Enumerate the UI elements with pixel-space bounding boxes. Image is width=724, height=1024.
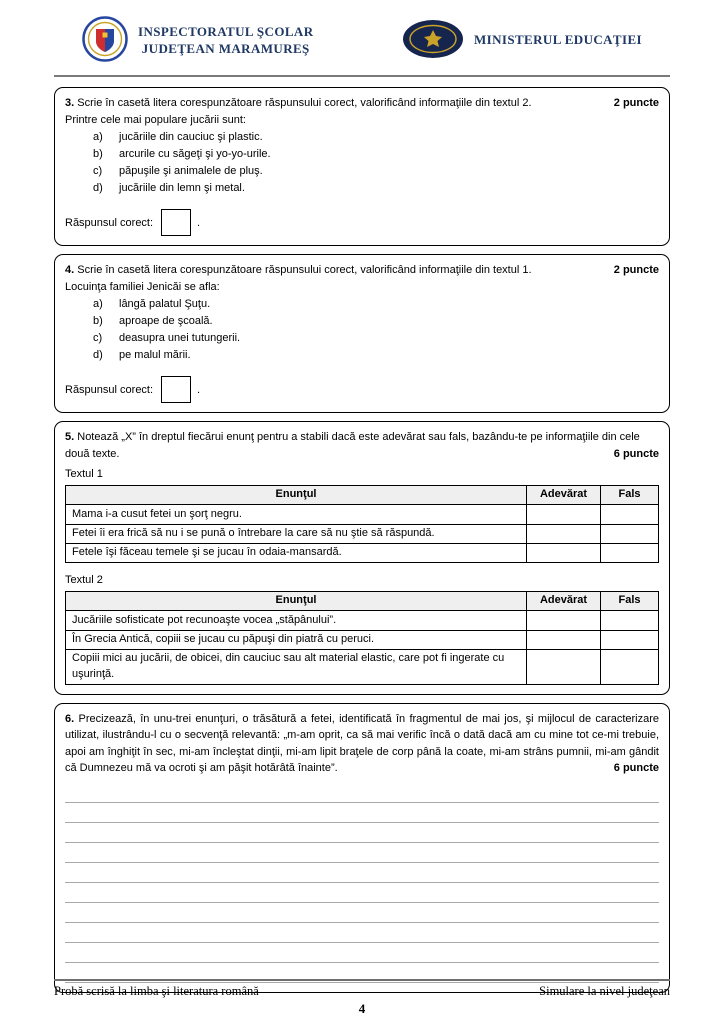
option-text: lângă palatul Şuţu.	[119, 298, 211, 311]
table-header-row	[66, 591, 659, 610]
question-6-number: 6.	[65, 712, 75, 725]
question-3-number: 3.	[65, 97, 75, 109]
answer-lines	[65, 783, 659, 983]
inspectorate-name	[138, 24, 313, 58]
question-3-option-a	[93, 129, 659, 146]
question-6-text: Precizează, în unu-trei enunţuri, o trăsătură a fetei, identificată în fragmentul de mai jos, şi mijlocul de caracterizare utilizat, ilustrându-l cu o secvenţă relevantă: „m-am oprit, ca să mai verific încă o dată dacă am cu mine tot ce-mi trebuie, apoi am înghiţit în sec, mi-am încleştat dinţii, mi-am lipit braţele de corp până la coate, mi-am strâns pumnii, mi-am gândit că Dumnezeu mă va ocroti şi am păşit hotărâtă înainte”.	[65, 712, 659, 775]
true-cell[interactable]	[527, 505, 601, 524]
option-letter: c)	[93, 165, 103, 178]
truth-table-1	[65, 485, 659, 564]
header-divider	[54, 75, 670, 77]
footer-row	[54, 979, 670, 999]
question-4-box	[54, 254, 670, 413]
answer-label: Răspunsul corect:	[65, 216, 154, 229]
table-header-false: Fals	[601, 485, 659, 504]
option-text: arcurile cu săgeţi şi yo-yo-urile.	[119, 148, 271, 161]
option-letter: c)	[93, 332, 103, 345]
statement-cell: Fetele îşi făceau temele şi se jucau în odaia-mansardă.	[66, 543, 527, 562]
false-cell[interactable]	[601, 630, 659, 649]
option-text: jucăriile din lemn şi metal.	[119, 182, 245, 195]
answer-label: Răspunsul corect:	[65, 383, 154, 396]
answer-line[interactable]	[65, 883, 659, 903]
option-text: jucăriile din cauciuc şi plastic.	[119, 131, 263, 143]
table-header-statement: Enunţul	[66, 485, 527, 504]
page-footer	[54, 979, 670, 1017]
table-row	[66, 543, 659, 562]
option-letter: d)	[93, 349, 103, 362]
question-3-points: 2 puncte	[613, 97, 659, 109]
inspectorate-name-line2: JUDEŢEAN MARAMUREŞ	[141, 40, 310, 56]
question-3-option-b	[93, 146, 659, 163]
inspectorate-name-line1: INSPECTORATUL ŞCOLAR	[138, 23, 314, 39]
question-4-option-a	[93, 296, 659, 313]
statement-cell: În Grecia Antică, copiii se jucau cu păpuşi din piatră cu peruci.	[66, 630, 527, 649]
question-4-option-b	[93, 313, 659, 330]
answer-line[interactable]	[65, 943, 659, 963]
option-letter: b)	[93, 315, 103, 328]
inspectorate-logo-block	[82, 16, 313, 65]
textul-1-label: Textul 1	[65, 468, 103, 481]
question-4-answer-row	[65, 376, 659, 403]
false-cell[interactable]	[601, 524, 659, 543]
statement-cell: Fetei îi era frică să nu i se pună o întrebare la care să nu ştie să răspundă.	[66, 524, 527, 543]
statement-cell: Jucăriile sofisticate pot recunoaşte vocea „stăpânului”.	[66, 611, 527, 630]
table-header-row	[66, 485, 659, 504]
table-header-true: Adevărat	[527, 485, 601, 504]
table-header-false: Fals	[601, 591, 659, 610]
answer-line[interactable]	[65, 823, 659, 843]
question-3-answer-box[interactable]	[161, 209, 191, 236]
false-cell[interactable]	[601, 611, 659, 630]
option-text: păpuşile şi animalele de pluş.	[119, 165, 263, 178]
table-row	[66, 524, 659, 543]
question-3-option-d	[93, 180, 659, 197]
statement-cell: Mama i-a cusut fetei un şorţ negru.	[66, 505, 527, 524]
question-6-box	[54, 703, 670, 993]
question-4-options	[93, 296, 659, 364]
inspectorate-emblem-icon	[82, 16, 128, 65]
question-4-answer-box[interactable]	[161, 376, 191, 403]
question-6-statement	[65, 711, 659, 777]
question-3-answer-row	[65, 209, 659, 236]
footer-exam-type: Simulare la nivel judeţean	[539, 984, 670, 998]
table-header-statement: Enunţul	[66, 591, 527, 610]
question-4-number: 4.	[65, 264, 75, 277]
ministry-name: MINISTERUL EDUCAŢIEI	[473, 32, 642, 48]
statement-cell: Copiii mici au jucării, de obicei, din cauciuc sau alt material elastic, care pot fi ingerate cu uşurinţă.	[66, 649, 527, 684]
question-4-points: 2 puncte	[613, 264, 659, 277]
government-emblem-icon	[402, 19, 464, 62]
question-4-intro: Locuinţa familiei Jenicăi se afla:	[65, 280, 220, 293]
question-4-text: Scrie în casetă litera corespunzătoare răspunsului corect, valorificând informaţiile din textul 1.	[77, 264, 532, 277]
question-5-statement	[65, 429, 659, 462]
option-letter: b)	[93, 148, 103, 161]
table-row	[66, 649, 659, 684]
answer-line[interactable]	[65, 903, 659, 923]
true-cell[interactable]	[527, 611, 601, 630]
option-text: aproape de şcoală.	[119, 315, 213, 328]
option-letter: a)	[93, 131, 103, 143]
answer-period: .	[197, 216, 201, 229]
table-row	[66, 505, 659, 524]
textul-2-label: Textul 2	[65, 574, 103, 587]
option-text: pe malul mării.	[119, 349, 191, 362]
ministry-logo-block	[402, 19, 642, 62]
answer-line[interactable]	[65, 803, 659, 823]
answer-period: .	[197, 383, 201, 396]
true-cell[interactable]	[527, 543, 601, 562]
question-5-number: 5.	[65, 431, 75, 444]
option-letter: a)	[93, 298, 103, 311]
table-row	[66, 630, 659, 649]
question-3-box	[54, 87, 670, 246]
answer-line[interactable]	[65, 923, 659, 943]
answer-line[interactable]	[65, 863, 659, 883]
question-4-statement	[65, 262, 659, 279]
question-4-option-c	[93, 330, 659, 347]
question-5-box	[54, 421, 670, 694]
question-3-options	[93, 129, 659, 197]
false-cell[interactable]	[601, 505, 659, 524]
question-3-option-c	[93, 163, 659, 180]
false-cell[interactable]	[601, 543, 659, 562]
true-cell[interactable]	[527, 649, 601, 684]
table-row	[66, 611, 659, 630]
truth-table-2	[65, 591, 659, 685]
table-header-true: Adevărat	[527, 591, 601, 610]
false-cell[interactable]	[601, 649, 659, 684]
option-letter: d)	[93, 182, 103, 195]
answer-line[interactable]	[65, 843, 659, 863]
answer-line[interactable]	[65, 783, 659, 803]
question-3-text: Scrie în casetă litera corespunzătoare răspunsului corect, valorificând informaţiile din textul 2.	[77, 97, 532, 109]
true-cell[interactable]	[527, 524, 601, 543]
true-cell[interactable]	[527, 630, 601, 649]
option-text: deasupra unei tutungerii.	[119, 332, 241, 345]
question-6-points: 6 puncte	[613, 762, 659, 775]
question-3-statement	[65, 95, 659, 112]
question-4-option-d	[93, 347, 659, 364]
question-5-text: Notează „X” în dreptul fiecărui enunţ pentru a stabili dacă este adevărat sau fals, bazându-te pe informaţiile din cele două texte.	[65, 431, 640, 460]
page-number: 4	[358, 1001, 366, 1016]
question-3-intro: Printre cele mai populare jucării sunt:	[65, 113, 246, 126]
question-5-points: 6 puncte	[613, 447, 659, 460]
footer-exam-title: Probă scrisă la limba şi literatura română	[54, 984, 259, 998]
page-header	[54, 12, 670, 75]
